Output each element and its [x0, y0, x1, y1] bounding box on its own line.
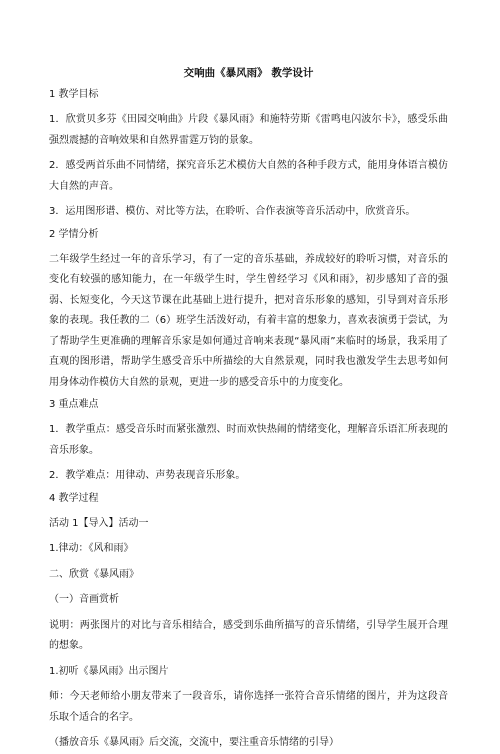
key-point-paragraph-2: 2．教学难点：用律动、声势表现音乐形象。 — [49, 470, 246, 481]
section-heading-objectives: 1 教学目标 — [49, 89, 99, 100]
objective-paragraph-2: 2．感受两首乐曲不同情绪，探究音乐艺术模仿大自然的各种手段方式，能用身体语言模仿大自然的声音。 — [49, 160, 448, 192]
student-analysis-paragraph: 二年级学生经过一年的音乐学习，有了一定的音乐基础，养成较好的聆听习惯，对音乐的变化有较强的感知能力，在一年级学生时，学生曾经学习《风和雨》，初步感知了音的强弱、长短变化，今天这节课在此基础上进行提升，把对音乐形象的感知，引导到对音乐形象的表现。我任教的二（6）班学生活泼好动，有着丰富的想象力，喜欢表演勇于尝试，为了帮助学生更准确的理解音乐家是如何通过音响来表现“暴风雨”来临时的场景，我采用了直观的图形谱，帮助学生感受音乐中所描绘的大自然景观，同时我也激发学生去思考如何用身体动作模仿大自然的景观，更进一步的感受音乐中的力度变化。 — [49, 253, 448, 388]
section-heading-teaching-process: 4 教学过程 — [49, 492, 99, 504]
key-point-paragraph-1: 1．教学重点：感受音乐时而紧张激烈、时而欢快热闹的情绪变化，理解音乐语汇所表现的音乐形象。 — [49, 424, 448, 456]
process-line-sound-picture: （一）音画赏析 — [49, 594, 119, 605]
process-line-explanation: 说明：两张图片的对比与音乐相结合，感受到乐曲所描写的音乐情绪，引导学生展开合理的想象。 — [49, 619, 448, 651]
process-line-first-listen: 1.初听《暴风雨》出示图片 — [49, 665, 169, 677]
objective-paragraph-1: 1．欣赏贝多芬《田园交响曲》片段《暴风雨》和施特劳斯《雷鸣电闪波尔卡》，感受乐曲强烈震撼的音响效果和自然界雷霆万钧的景象。 — [49, 114, 448, 146]
process-line-play-music: （播放音乐《暴风雨》后交流，交流中，要注重音乐情绪的引导） — [49, 737, 339, 748]
process-line-activity: 活动 1【导入】活动一 — [49, 517, 149, 529]
objective-paragraph-3: 3．运用图形谱、模仿、对比等方法，在聆听、合作表演等音乐活动中，欣赏音乐。 — [49, 206, 416, 217]
document-title: 交响曲《暴风雨》 教学设计 — [183, 67, 314, 79]
process-line-appreciate: 二、欣赏《暴风雨》 — [49, 568, 139, 580]
section-heading-student-analysis: 2 学情分析 — [49, 228, 99, 240]
process-line-teacher: 师：今天老师给小朋友带来了一段音乐，请你选择一张符合音乐情绪的图片，并为这段音乐取个适合的名字。 — [49, 691, 448, 723]
process-line-rhythm: 1.律动：《风和雨》 — [49, 543, 134, 554]
section-heading-key-points: 3 重点难点 — [49, 399, 99, 410]
